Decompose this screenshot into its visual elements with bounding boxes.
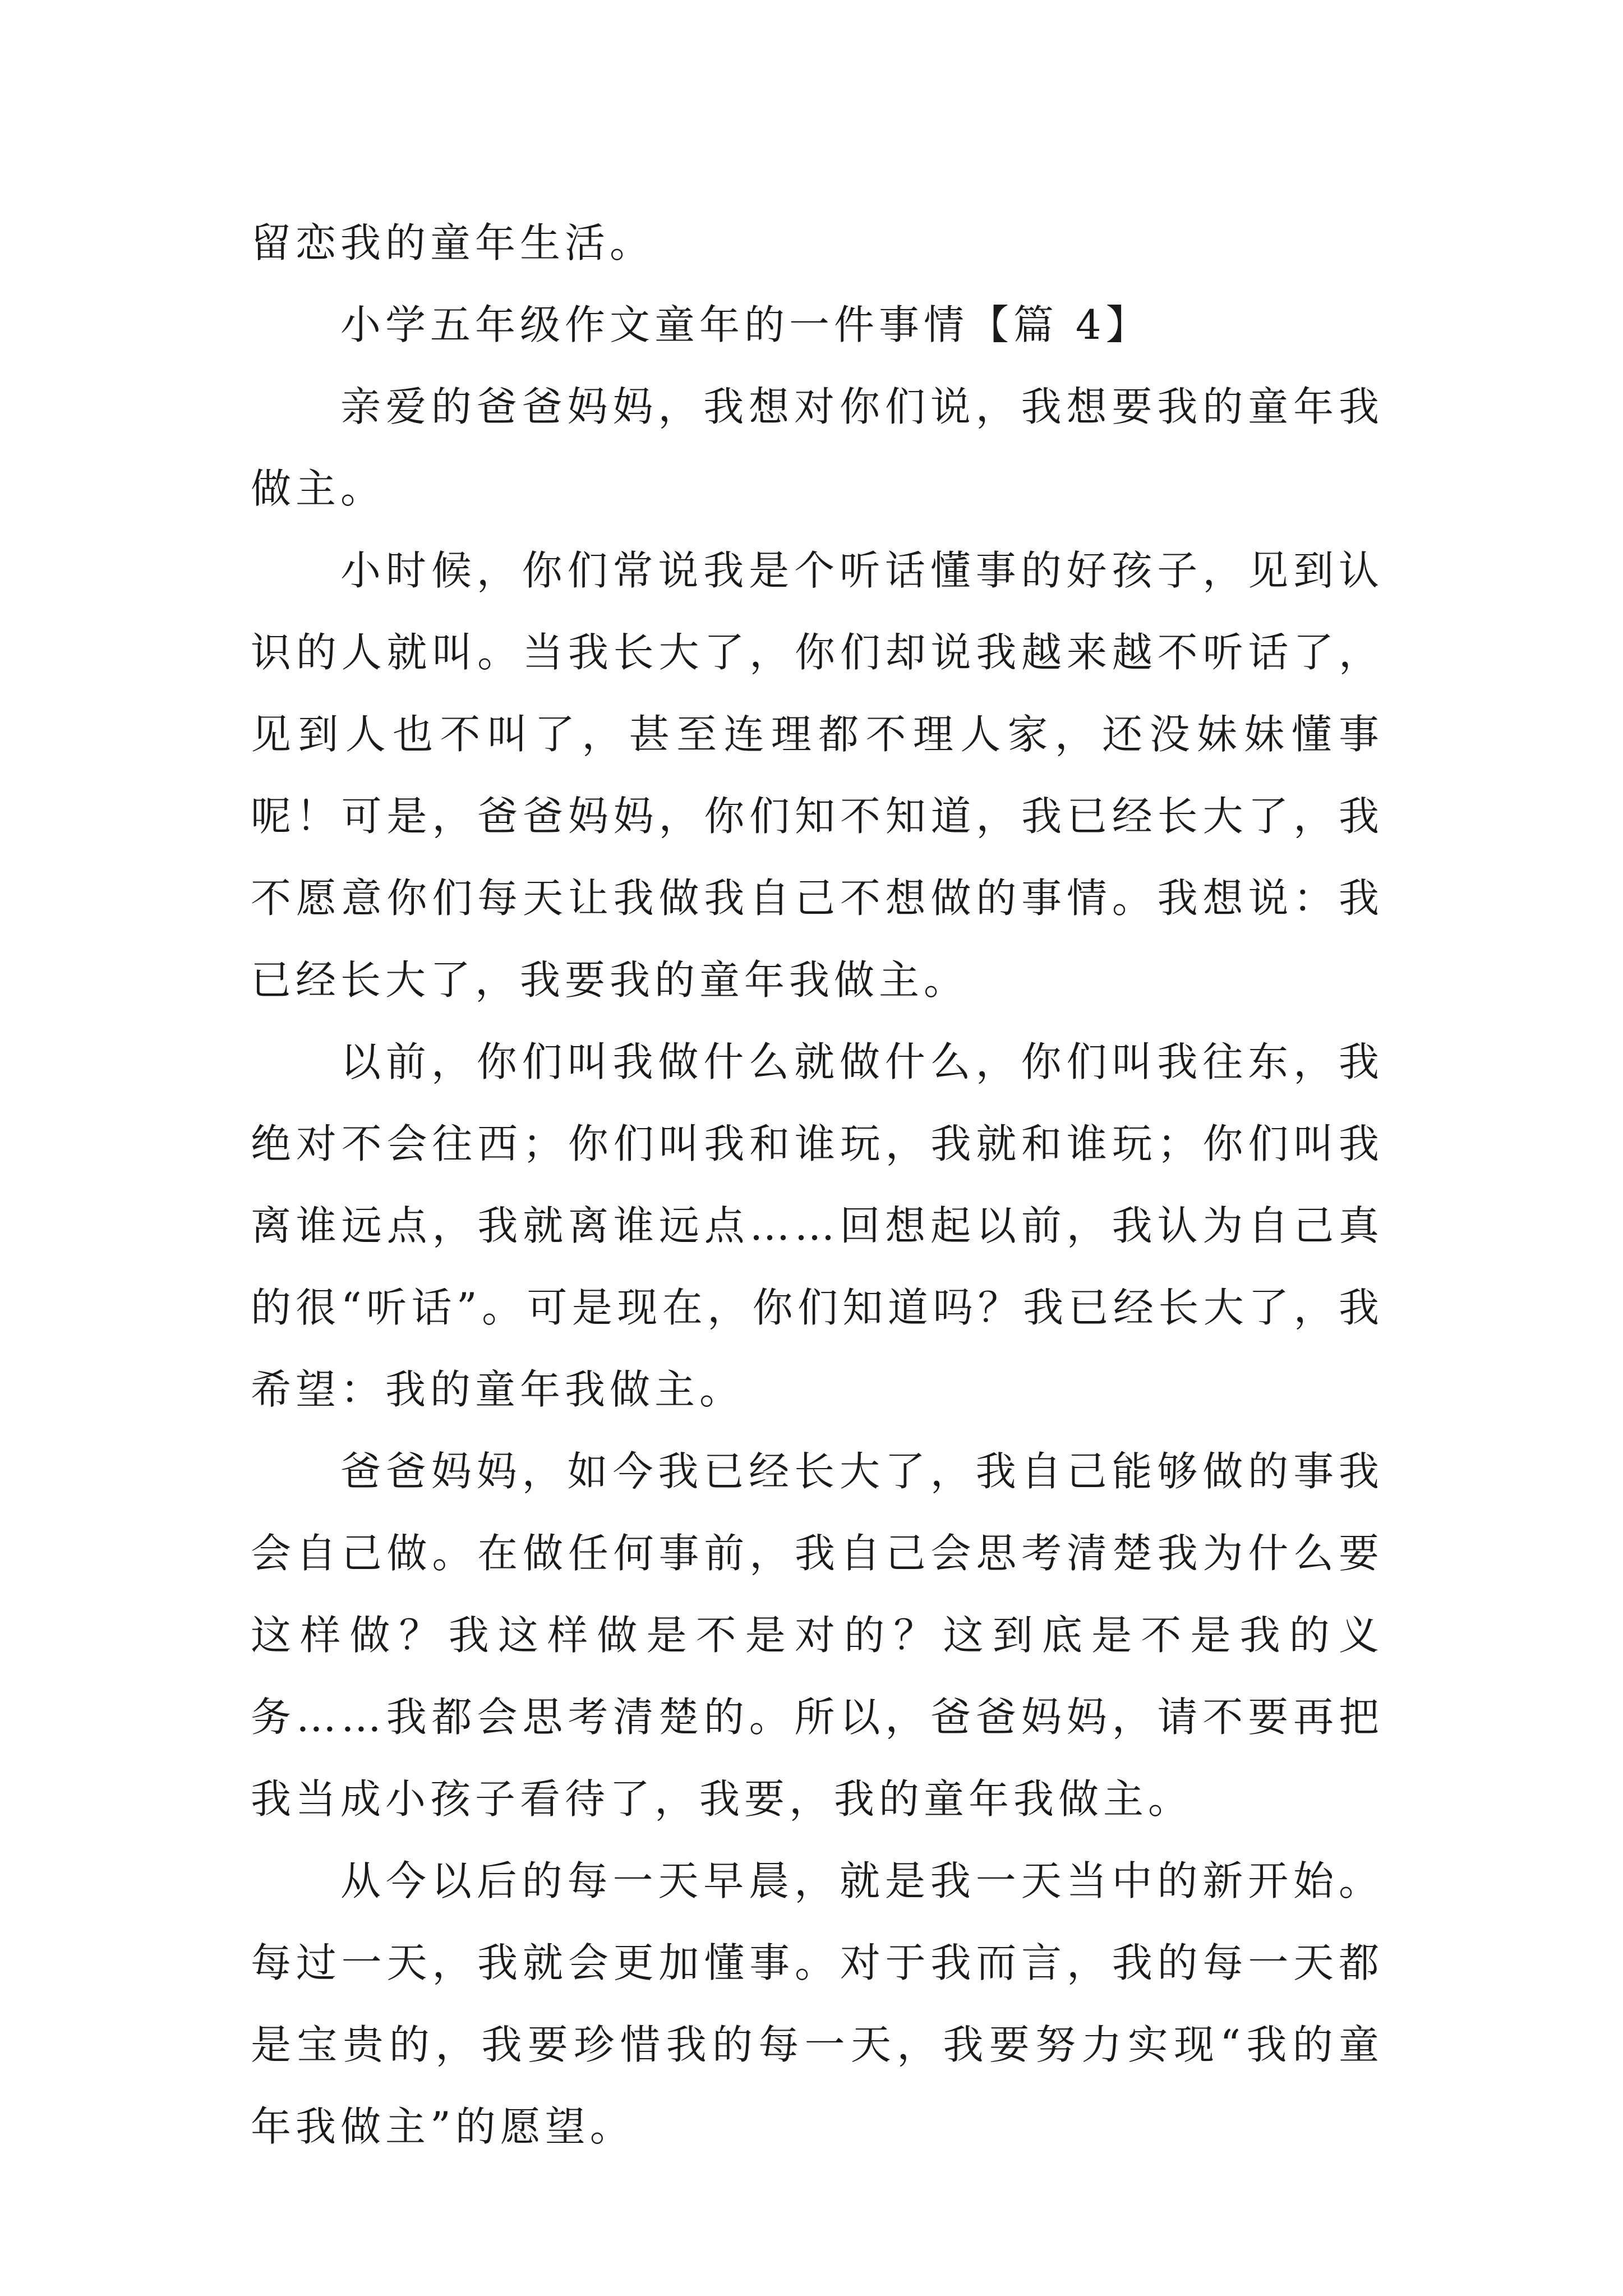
paragraph: 以前，你们叫我做什么就做什么，你们叫我往东，我绝对不会往西；你们叫我和谁玩，我就和谁玩；你们叫我离谁远点，我就离谁远点……回想起以前，我认为自己真的很“听话”。可是现在，你们知道吗？我已经长大了，我希望：我的童年我做主。 xyxy=(251,1038,1384,1413)
document-body xyxy=(251,202,1384,2168)
paragraph-continuation: 留恋我的童年生活。 xyxy=(251,219,655,266)
paragraph: 小时候，你们常说我是个听话懂事的好孩子，见到认识的人就叫。当我长大了，你们却说我越来越不听话了，见到人也不叫了，甚至连理都不理人家，还没妹妹懂事呢！可是，爸爸妈妈，你们知不知道，我已经长大了，我不愿意你们每天让我做我自己不想做的事情。我想说：我已经长大了，我要我的童年我做主。 xyxy=(251,547,1384,1004)
section-heading: 小学五年级作文童年的一件事情【篇 4】 xyxy=(340,301,1151,348)
paragraph: 从今以后的每一天早晨，就是我一天当中的新开始。每过一天，我就会更加懂事。对于我而言，我的每一天都是宝贵的，我要珍惜我的每一天，我要努力实现“我的童年我做主”的愿望。 xyxy=(251,1857,1384,2150)
paragraph: 亲爱的爸爸妈妈，我想对你们说，我想要我的童年我做主。 xyxy=(251,383,1384,512)
paragraph: 爸爸妈妈，如今我已经长大了，我自己能够做的事我会自己做。在做任何事前，我自己会思考清楚我为什么要这样做？我这样做是不是对的？这到底是不是我的义务……我都会思考清楚的。所以，爸爸妈妈，请不要再把我当成小孩子看待了，我要，我的童年我做主。 xyxy=(251,1448,1384,1823)
